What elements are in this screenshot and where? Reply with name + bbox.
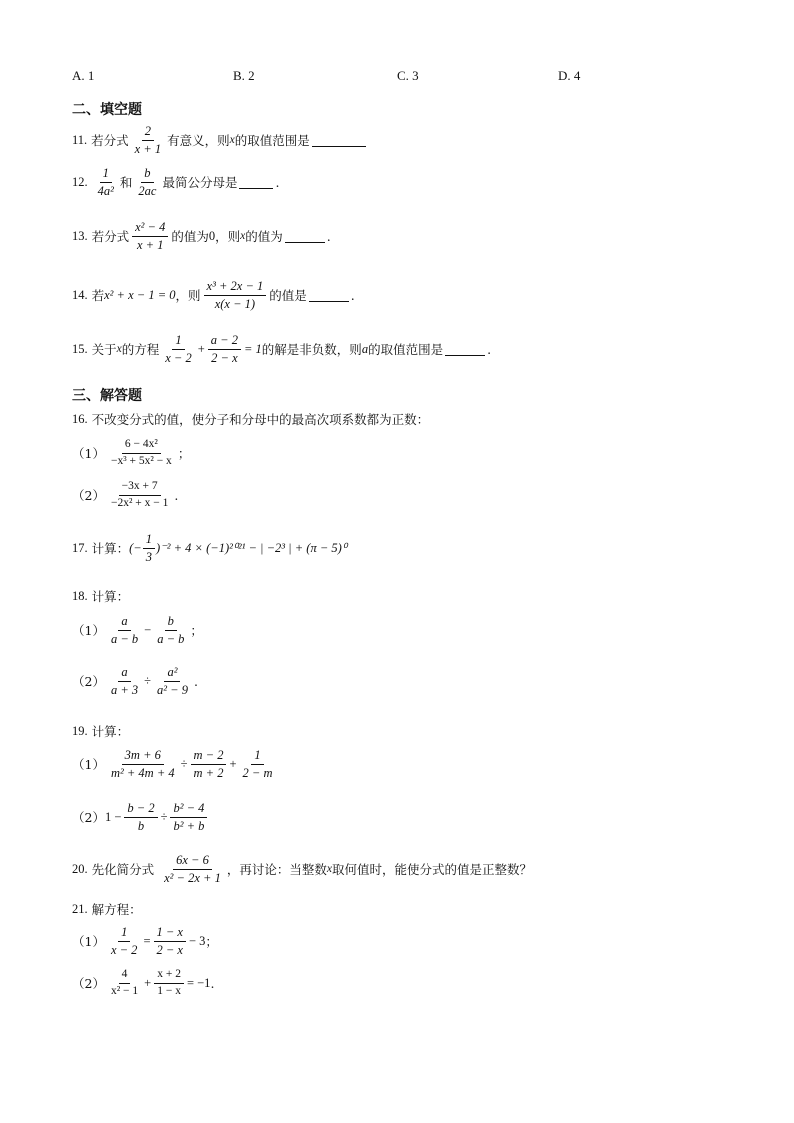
q17-fraction: $\frac{1}{3}$: [143, 532, 155, 565]
question-12: 12. $\frac{1}{\text{4a²}}$ 和 $\frac{b}{2ac}$ 最简公分母是 .: [72, 166, 280, 198]
q11-fraction: $\frac{2}{x + 1}$: [134, 124, 162, 156]
q19-p1-fraction-1: $\frac{3m + 6}{\text{m² + 4m + 4}}$: [110, 748, 175, 780]
q13-fraction: $\frac{\text{x² − 4}}{x + 1}$: [132, 220, 168, 253]
option-d: D. 4: [558, 68, 581, 83]
question-18-part-2: （2） $\frac{a}{a + 3}$ ÷ $\frac{\text{a²}}{\text{a² − 9}}$ .: [72, 665, 198, 697]
q19-p1-fraction-2: $\frac{m - 2}{m + 2}$: [191, 748, 227, 781]
q21-p1-fraction-1: $\frac{1}{x - 2}$: [110, 925, 138, 957]
question-19-part-1: （1） $\frac{3m + 6}{\text{m² + 4m + 4}}$ ÷ $\frac{m - 2}{m + 2}$ + $\frac{1}{2 - m}$: [72, 748, 279, 781]
q18-p2-fraction-1: $\frac{a}{a + 3}$: [110, 665, 139, 697]
section-solve-title: 三、解答题: [72, 388, 142, 404]
question-15: 15. 关于 x 的方程 $\frac{1}{x - 2}$ + $\frac{a - 2}{2 - x}$ = 1 的解是非负数，则 a 的取值范围是 .: [72, 333, 492, 365]
question-18-part-1: （1） $\frac{a}{a - b}$ − $\frac{b}{a - b}$ ；: [72, 614, 203, 646]
answer-blank: [285, 230, 325, 243]
question-19-part-2: （2） 1 − $\frac{b - 2}{b}$ ÷ $\frac{\text{b² − 4}}{\text{b² + b}}$: [72, 801, 210, 834]
question-18: 18. 计算：: [72, 589, 130, 604]
q15-fraction-1: $\frac{1}{x - 2}$: [165, 333, 192, 365]
section-fill-blank-title: 二、填空题: [72, 102, 142, 118]
q15-fraction-2: $\frac{a - 2}{2 - x}$: [208, 333, 241, 366]
q18-p2-fraction-2: $\frac{\text{a²}}{\text{a² − 9}}$: [157, 665, 188, 697]
question-21-part-2: （2） $\frac{4}{\text{x² − 1}}$ + $\frac{x + 2}{1 - x}$ = −1 .: [72, 968, 215, 997]
question-16: 16. 不改变分式的值，使分子和分母中的最高次项系数都为正数：: [72, 412, 430, 427]
q21-p2-fraction-1: $\frac{4}{\text{x² − 1}}$: [110, 968, 139, 997]
option-b: B. 2: [233, 68, 255, 83]
question-20: 20. 先化简分式 $\frac{6x - 6}{\text{x² − 2x + 1}}$ ，再讨论：当整数 x 取何值时，能使分式的值是正整数？: [72, 853, 532, 885]
answer-blank: [445, 343, 485, 356]
question-13: 13. 若分式 $\frac{\text{x² − 4}}{x + 1}$ 的值为 0 ，则 x 的值为 .: [72, 220, 331, 252]
q16-p1-fraction: $\frac{\text{6 − 4x²}}{\text{−x³ + 5x² − x}}$: [110, 438, 172, 467]
question-17: 17. 计算： (− $\frac{1}{3}$ )⁻² + 4 × (−1)²⁰²¹ − | −2³ | + (π − 5)⁰: [72, 532, 347, 564]
q16-p2-fraction: $\frac{-3x + 7}{\text{−2x² + x − 1}}$: [110, 480, 169, 509]
question-16-part-1: （1） $\frac{\text{6 − 4x²}}{\text{−x³ + 5x² − x}}$ ；: [72, 438, 191, 467]
q20-fraction: $\frac{6x - 6}{\text{x² − 2x + 1}}$: [164, 853, 221, 885]
answer-blank: [309, 289, 349, 302]
answer-blank: [312, 134, 366, 147]
q19-p2-fraction-1: $\frac{b - 2}{b}$: [124, 801, 157, 834]
question-16-part-2: （2） $\frac{-3x + 7}{\text{−2x² + x − 1}}$ .: [72, 480, 179, 509]
q12-fraction-1: $\frac{1}{\text{4a²}}$: [97, 166, 114, 198]
question-21-part-1: （1） $\frac{1}{x - 2}$ = $\frac{1 - x}{2 - x}$ − 3 ；: [72, 925, 218, 957]
q21-p2-fraction-2: $\frac{x + 2}{1 - x}$: [154, 968, 184, 999]
q12-fraction-2: $\frac{b}{2ac}$: [138, 166, 157, 198]
q19-p1-fraction-3: $\frac{1}{2 - m}$: [242, 748, 273, 780]
question-21: 21. 解方程：: [72, 902, 142, 917]
q14-fraction: $\frac{\text{x³ + 2x − 1}}{x(x - 1)}$: [204, 279, 267, 312]
q18-p1-fraction-2: $\frac{b}{a - b}$: [157, 614, 185, 646]
answer-blank: [239, 176, 273, 189]
q21-p1-fraction-2: $\frac{1 - x}{2 - x}$: [154, 925, 186, 958]
option-a: A. 1: [72, 68, 95, 83]
option-c: C. 3: [397, 68, 419, 83]
question-14: 14. 若 x² + x − 1 = 0 ，则 $\frac{\text{x³ + 2x − 1}}{x(x - 1)}$ 的值是 .: [72, 279, 355, 311]
q18-p1-fraction-1: $\frac{a}{a - b}$: [110, 614, 139, 646]
question-11: 11. 若分式 $\frac{2}{x + 1}$ 有意义，则 x 的取值范围是: [72, 124, 368, 157]
q19-p2-fraction-2: $\frac{\text{b² − 4}}{\text{b² + b}}$: [170, 801, 207, 834]
question-19: 19. 计算：: [72, 724, 130, 739]
